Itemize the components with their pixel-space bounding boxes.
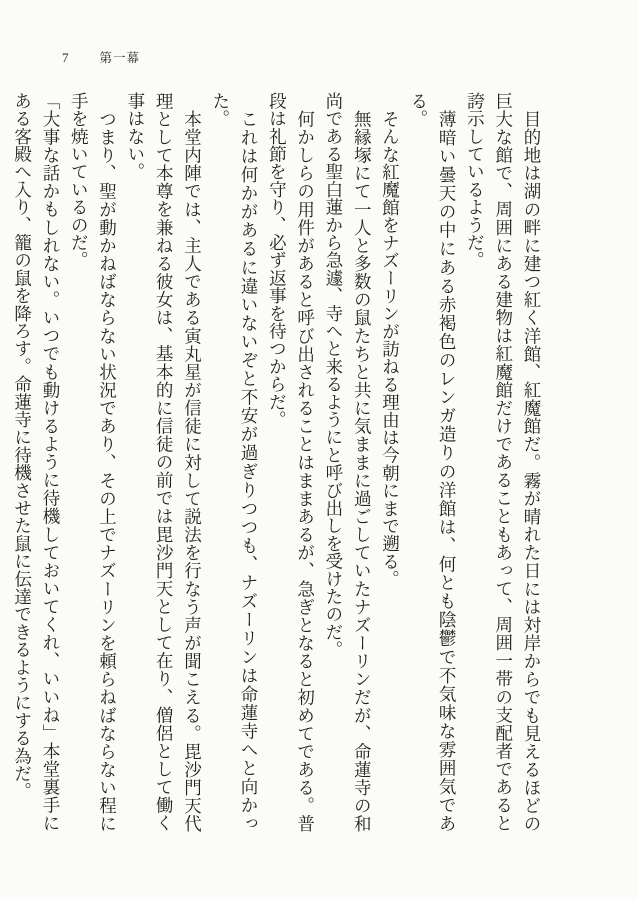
paragraph: 「大事な話かもしれない。いつでも動けるように待機しておいてくれ、いいね」本堂裏手にある客殿へ入り、籠の鼠を降ろす。命蓮寺に待機させた鼠に伝達できるようにする為だ。 <box>12 92 61 832</box>
paragraph: 目的地は湖の畔に建つ紅く洋館、紅魔館だ。霧が晴れた日には対岸からでも見えるほどの巨大な館で、周囲にある建物は紅魔館だけであることもあって、周囲一帯の支配者であると誇示しているようだ。 <box>465 92 542 832</box>
paragraph: 何かしらの用件があると呼び出されることはままあるが、急ぎとなると初めてである。普段は礼節を守り、必ず返事を待つからだ。 <box>267 92 316 832</box>
body-text <box>12 92 546 832</box>
paragraph: 薄暗い曇天の中にある赤褐色のレンガ造りの洋館は、何とも陰鬱で不気味な雰囲気である。 <box>408 92 458 832</box>
running-header <box>62 48 140 66</box>
chapter-title: 第一幕 <box>99 51 141 65</box>
paragraph: 無縁塚にて一人と多数の鼠たちと共に気ままに過ごしていたナズーリンだが、命蓮寺の和尚である聖白蓮から急遽、寺へと来るようにと呼び出しを受けたのだ。 <box>323 92 373 832</box>
paragraph: 本堂内陣では、主人である寅丸星が信徒に対して説法を行なう声が聞こえる。毘沙門天代理として本尊を兼ねる彼女は、基本的に信徒の前では毘沙門天として在り、僧侶として働く事はない。 <box>125 92 203 832</box>
paragraph: そんな紅魔館をナズーリンが訪ねる理由は今朝にまで遡る。 <box>380 109 401 588</box>
paragraph: これは何かがあるに違いないぞと不安が過ぎりつつも、ナズーリンは命蓮寺へと向かった。 <box>210 92 260 832</box>
page-number: 7 <box>62 50 70 65</box>
paragraph: つまり、聖が動かねばならない状況であり、その上でナズーリンを頼らねばならない程に手を焼いているのだ。 <box>69 92 118 832</box>
